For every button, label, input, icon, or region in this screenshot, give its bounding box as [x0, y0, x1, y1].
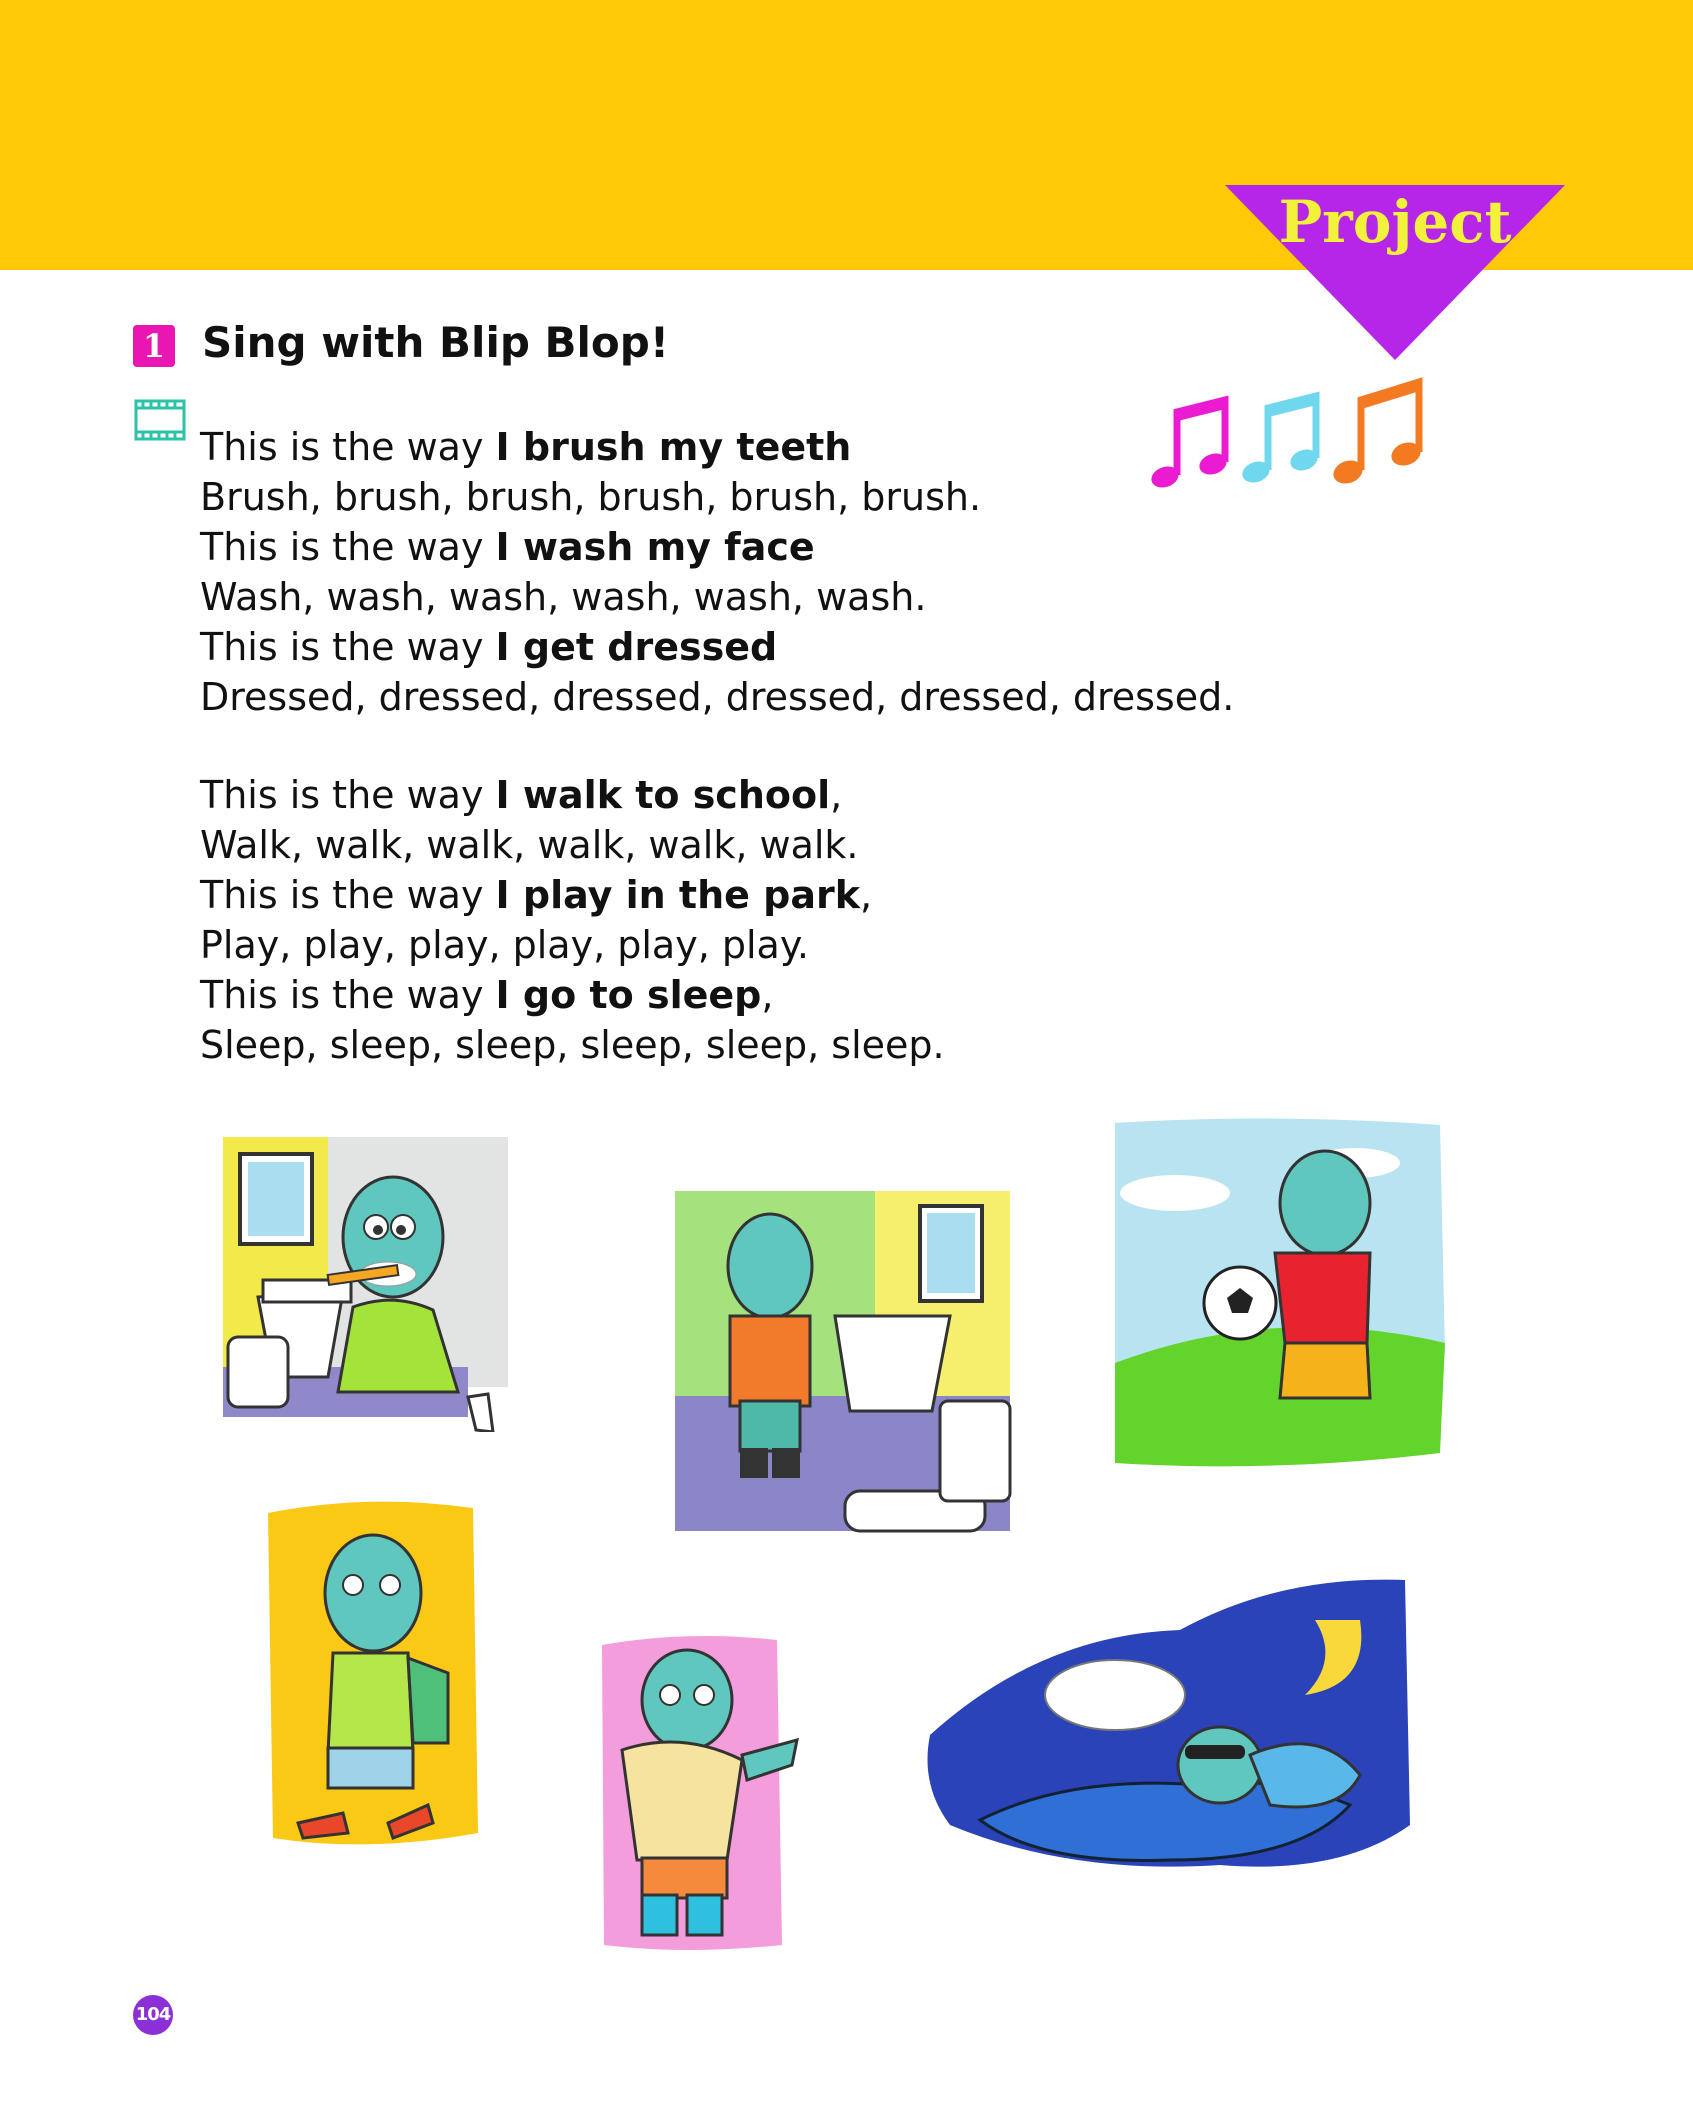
illustration-washing-face [670, 1186, 1020, 1541]
illustration-getting-dressed [592, 1630, 802, 1955]
lyric-line: This is the way I wash my face [200, 525, 815, 569]
song-lyrics [200, 422, 1280, 1070]
exercise-number-badge: 1 [133, 325, 175, 367]
lyric-line: This is the way I get dressed [200, 625, 778, 669]
illustration-walking-to-school [258, 1493, 483, 1853]
lyric-line: Wash, wash, wash, wash, wash, wash. [200, 575, 927, 619]
lyric-line: Play, play, play, play, play, play. [200, 923, 809, 967]
lyric-line: Brush, brush, brush, brush, brush, brush. [200, 475, 982, 519]
orange-note-icon [1330, 382, 1424, 487]
lyric-line: Sleep, sleep, sleep, sleep, sleep, sleep. [200, 1023, 945, 1067]
project-label: Project [1278, 188, 1512, 256]
illustration-playing-football [1105, 1113, 1450, 1473]
illustration-sleeping [920, 1575, 1415, 1880]
lyric-line: This is the way I walk to school, [200, 773, 843, 817]
exercise-title: Sing with Blip Blop! [202, 318, 670, 367]
film-strip-icon[interactable] [133, 393, 187, 445]
verse-2 [200, 770, 1280, 1070]
page-number-badge: 104 [133, 1995, 173, 2035]
lyric-line: This is the way I play in the park, [200, 873, 873, 917]
lyric-line: Walk, walk, walk, walk, walk, walk. [200, 823, 859, 867]
lyric-line: Dressed, dressed, dressed, dressed, dressed, dressed. [200, 675, 1235, 719]
illustration-brushing-teeth [218, 1132, 513, 1432]
verse-1 [200, 422, 1280, 722]
lyric-line: This is the way I go to sleep, [200, 973, 774, 1017]
lyric-line: This is the way I brush my teeth [200, 425, 852, 469]
